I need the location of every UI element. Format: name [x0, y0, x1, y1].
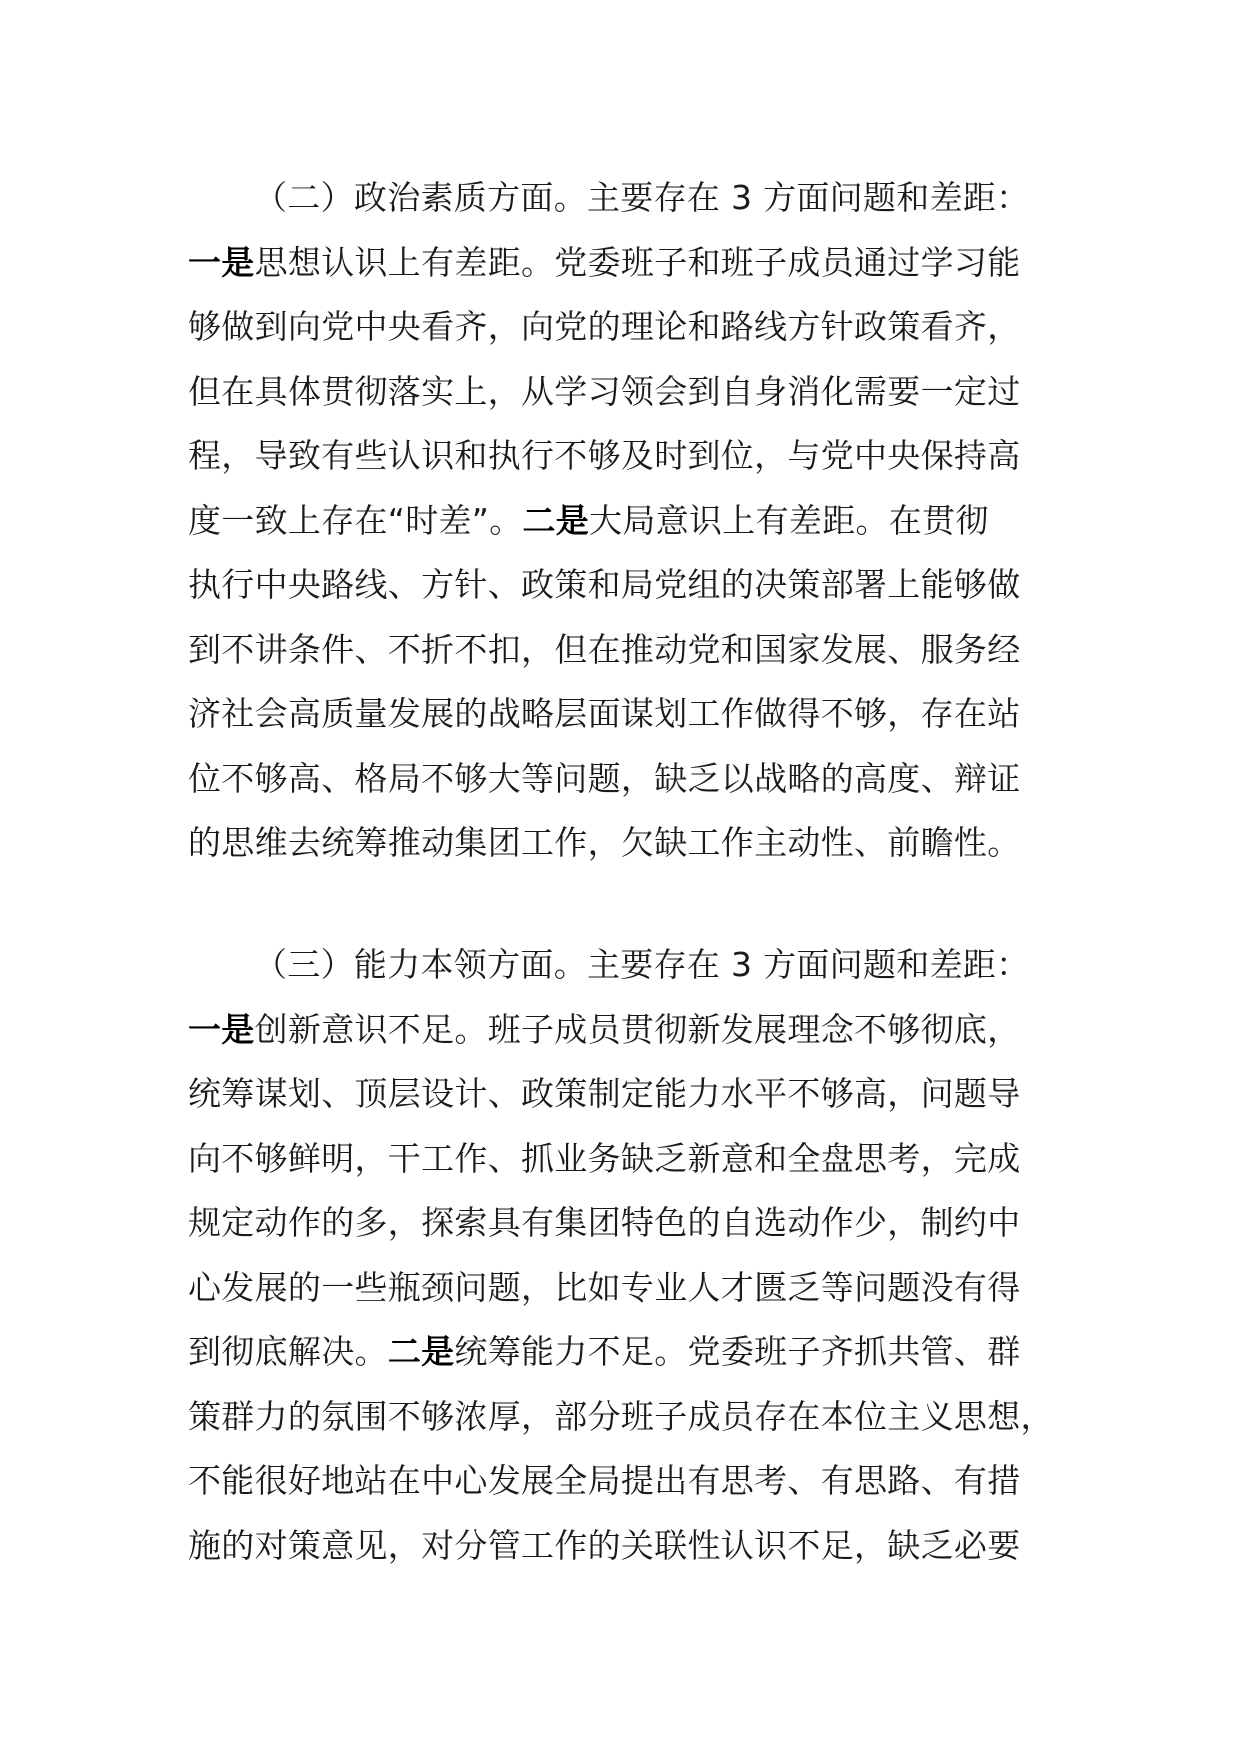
text-line [188, 1449, 1050, 1514]
text-line [188, 1127, 1050, 1192]
ordinal-lead-text: 一是 [188, 242, 255, 282]
body-text: 但在具体贯彻落实上，从学习领会到自身消化需要一定过 [188, 371, 1021, 411]
body-text: 的思维去统筹推动集团工作，欠缺工作主动性、前瞻性。 [188, 823, 1021, 862]
text-line [188, 1256, 1050, 1321]
body-text: 度一致上存在“时差”。 [188, 500, 523, 540]
text-line [188, 424, 1050, 489]
text-line [188, 1385, 1054, 1450]
text-line [188, 682, 1050, 747]
body-text: 规定动作的多，探索具有集团特色的自选动作少，制约中 [188, 1203, 1021, 1242]
body-text: 心发展的一些瓶颈问题，比如专业人才匮乏等问题没有得 [188, 1267, 1021, 1307]
body-text: 策群力的氛围不够浓厚，部分班子成员存在本位主义思想， [188, 1396, 1054, 1436]
body-text: 济社会高质量发展的战略层面谋划工作做得不够，存在站 [188, 694, 1021, 733]
text-line [188, 553, 1050, 618]
body-text: 够做到向党中央看齐，向党的理论和路线方针政策看齐， [188, 307, 1021, 346]
body-text: （三）能力本领方面。主要存在 3 方面问题和差距： [254, 945, 1030, 984]
body-text: 施的对策意见，对分管工作的关联性认识不足，缺乏必要 [188, 1525, 1021, 1565]
text-line [188, 747, 1050, 812]
body-text: 位不够高、格局不够大等问题，缺乏以战略的高度、辩证 [188, 758, 1021, 798]
text-line [188, 1320, 1050, 1385]
text-line [188, 811, 1050, 876]
text-line [188, 1514, 1050, 1579]
text-line [188, 166, 1050, 231]
text-line [188, 998, 1050, 1063]
paragraph-political-quality [188, 166, 1050, 876]
body-text: 创新意识不足。班子成员贯彻新发展理念不够彻底， [254, 1009, 1021, 1049]
text-line [188, 360, 1050, 425]
body-text: 统筹能力不足。党委班子齐抓共管、群 [454, 1332, 1021, 1371]
body-text: 到彻底解决。 [188, 1332, 388, 1371]
text-line [188, 1062, 1050, 1127]
body-text: 向不够鲜明，干工作、抓业务缺乏新意和全盘思考，完成 [188, 1138, 1021, 1178]
body-text: 到不讲条件、不折不扣，但在推动党和国家发展、服务经 [188, 629, 1021, 669]
body-text: 大局意识上有差距。在贯彻 [589, 500, 989, 540]
body-text: 统筹谋划、顶层设计、政策制定能力水平不够高，问题导 [188, 1074, 1021, 1113]
body-text: 执行中央路线、方针、政策和局党组的决策部署上能够做 [188, 565, 1021, 604]
text-line [188, 489, 1050, 554]
ordinal-lead-text: 二是 [387, 1332, 455, 1371]
paragraph-capability [188, 933, 1054, 1578]
ordinal-lead-text: 一是 [188, 1009, 255, 1049]
body-text: 程，导致有些认识和执行不够及时到位，与党中央保持高 [188, 436, 1021, 475]
body-text: 不能很好地站在中心发展全局提出有思考、有思路、有措 [188, 1461, 1021, 1500]
body-text: （二）政治素质方面。主要存在 3 方面问题和差距： [254, 178, 1030, 217]
text-line [188, 618, 1050, 683]
body-text: 思想认识上有差距。党委班子和班子成员通过学习能 [254, 242, 1021, 282]
ordinal-lead-text: 二是 [522, 500, 590, 540]
text-line [188, 933, 1050, 998]
text-line [188, 295, 1050, 360]
text-line [188, 1191, 1050, 1256]
text-line [188, 231, 1050, 296]
